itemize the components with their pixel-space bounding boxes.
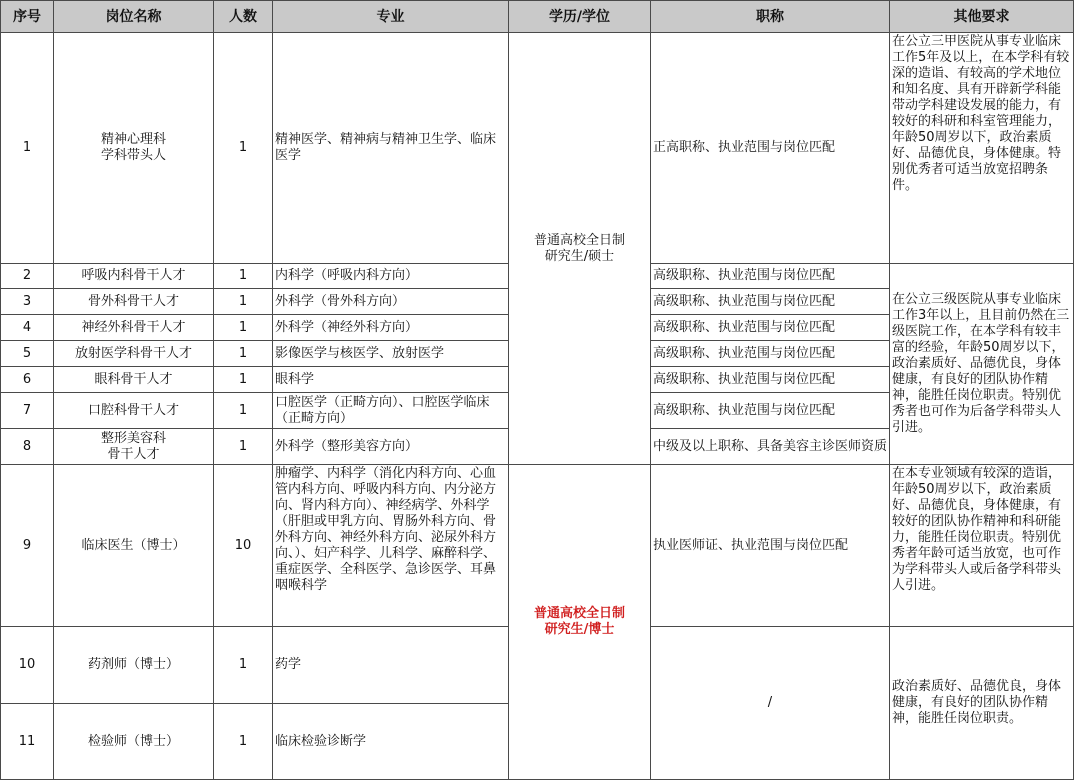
cell-title: 高级职称、执业范围与岗位匹配 [651, 315, 890, 341]
cell-title: 高级职称、执业范围与岗位匹配 [651, 393, 890, 429]
cell-position: 口腔科骨干人才 [54, 393, 214, 429]
cell-title: 执业医师证、执业范围与岗位匹配 [651, 465, 890, 627]
cell-title: 中级及以上职称、具备美容主诊医师资质 [651, 429, 890, 465]
cell-requirements-1: 在公立三甲医院从事专业临床工作5年及以上，在本学科有较深的造诣、有较高的学术地位和知名度、具有开辟新学科能带动学科建设发展的能力，有较好的科研和科室管理能力，年龄50周岁以下，政治素质好、品德优良，身体健康。特别优秀者可适当放宽招聘条件。 [890, 33, 1074, 264]
cell-major: 肿瘤学、内科学（消化内科方向、心血管内科方向、呼吸内科方向、内分泌方向、肾内科方向）、神经病学、外科学（肝胆或甲乳方向、胃肠外科方向、骨外科方向、神经外科方向、泌尿外科方向、）、妇产科学、儿科学、麻醉科学、重症医学、全科医学、急诊医学、耳鼻咽喉科学 [273, 465, 509, 627]
cell-requirements-2-8: 在公立三级医院从事专业临床工作3年以上，且目前仍然在三级医院工作，在本学科有较丰富的经验，年龄50周岁以下，政治素质好、品德优良，身体健康，有良好的团队协作精神，能胜任岗位职责。特别优秀者也可作为后备学科带头人引进。 [890, 264, 1074, 465]
header-major: 专业 [273, 1, 509, 33]
cell-count: 1 [214, 393, 273, 429]
cell-education-master: 普通高校全日制 研究生/硕士 [509, 33, 651, 465]
cell-title: 正高职称、执业范围与岗位匹配 [651, 33, 890, 264]
cell-education-doctor: 普通高校全日制 研究生/博士 [509, 465, 651, 780]
cell-title: 高级职称、执业范围与岗位匹配 [651, 367, 890, 393]
cell-count: 1 [214, 341, 273, 367]
cell-count: 1 [214, 289, 273, 315]
cell-position: 神经外科骨干人才 [54, 315, 214, 341]
cell-count: 1 [214, 704, 273, 780]
header-position: 岗位名称 [54, 1, 214, 33]
table-row [1, 465, 1074, 627]
cell-no: 1 [1, 33, 54, 264]
cell-count: 10 [214, 465, 273, 627]
table-row [1, 33, 1074, 264]
cell-requirements-10-11: 政治素质好、品德优良，身体健康，有良好的团队协作精神，能胜任岗位职责。 [890, 627, 1074, 780]
cell-count: 1 [214, 627, 273, 704]
cell-no: 8 [1, 429, 54, 465]
header-requirements: 其他要求 [890, 1, 1074, 33]
cell-no: 3 [1, 289, 54, 315]
cell-count: 1 [214, 367, 273, 393]
header-count: 人数 [214, 1, 273, 33]
cell-title: 高级职称、执业范围与岗位匹配 [651, 264, 890, 289]
cell-major: 口腔医学（正畸方向）、口腔医学临床（正畸方向） [273, 393, 509, 429]
cell-position: 眼科骨干人才 [54, 367, 214, 393]
cell-no: 7 [1, 393, 54, 429]
cell-title: 高级职称、执业范围与岗位匹配 [651, 289, 890, 315]
cell-no: 10 [1, 627, 54, 704]
cell-count: 1 [214, 315, 273, 341]
cell-position: 临床医生（博士） [54, 465, 214, 627]
cell-major: 影像医学与核医学、放射医学 [273, 341, 509, 367]
cell-major: 精神医学、精神病与精神卫生学、临床医学 [273, 33, 509, 264]
cell-position: 放射医学科骨干人才 [54, 341, 214, 367]
cell-no: 5 [1, 341, 54, 367]
cell-major: 内科学（呼吸内科方向） [273, 264, 509, 289]
cell-count: 1 [214, 429, 273, 465]
cell-no: 4 [1, 315, 54, 341]
cell-position: 呼吸内科骨干人才 [54, 264, 214, 289]
cell-position: 精神心理科 学科带头人 [54, 33, 214, 264]
cell-no: 9 [1, 465, 54, 627]
cell-major: 临床检验诊断学 [273, 704, 509, 780]
cell-position: 整形美容科 骨干人才 [54, 429, 214, 465]
cell-major: 外科学（神经外科方向） [273, 315, 509, 341]
cell-no: 11 [1, 704, 54, 780]
cell-count: 1 [214, 33, 273, 264]
cell-requirements-9: 在本专业领域有较深的造诣，年龄50周岁以下，政治素质好、品德优良，身体健康，有较好的团队协作精神和科研能力，能胜任岗位职责。特别优秀者年龄可适当放宽，也可作为学科带头人或后备学科带头人引进。 [890, 465, 1074, 627]
header-title: 职称 [651, 1, 890, 33]
header-education: 学历/学位 [509, 1, 651, 33]
cell-position: 骨外科骨干人才 [54, 289, 214, 315]
cell-count: 1 [214, 264, 273, 289]
cell-no: 2 [1, 264, 54, 289]
header-row [1, 1, 1074, 33]
cell-title: 高级职称、执业范围与岗位匹配 [651, 341, 890, 367]
cell-position: 药剂师（博士） [54, 627, 214, 704]
cell-no: 6 [1, 367, 54, 393]
header-no: 序号 [1, 1, 54, 33]
cell-major: 眼科学 [273, 367, 509, 393]
cell-major: 外科学（骨外科方向） [273, 289, 509, 315]
cell-major: 外科学（整形美容方向） [273, 429, 509, 465]
cell-title-merged: / [651, 627, 890, 780]
cell-major: 药学 [273, 627, 509, 704]
cell-position: 检验师（博士） [54, 704, 214, 780]
